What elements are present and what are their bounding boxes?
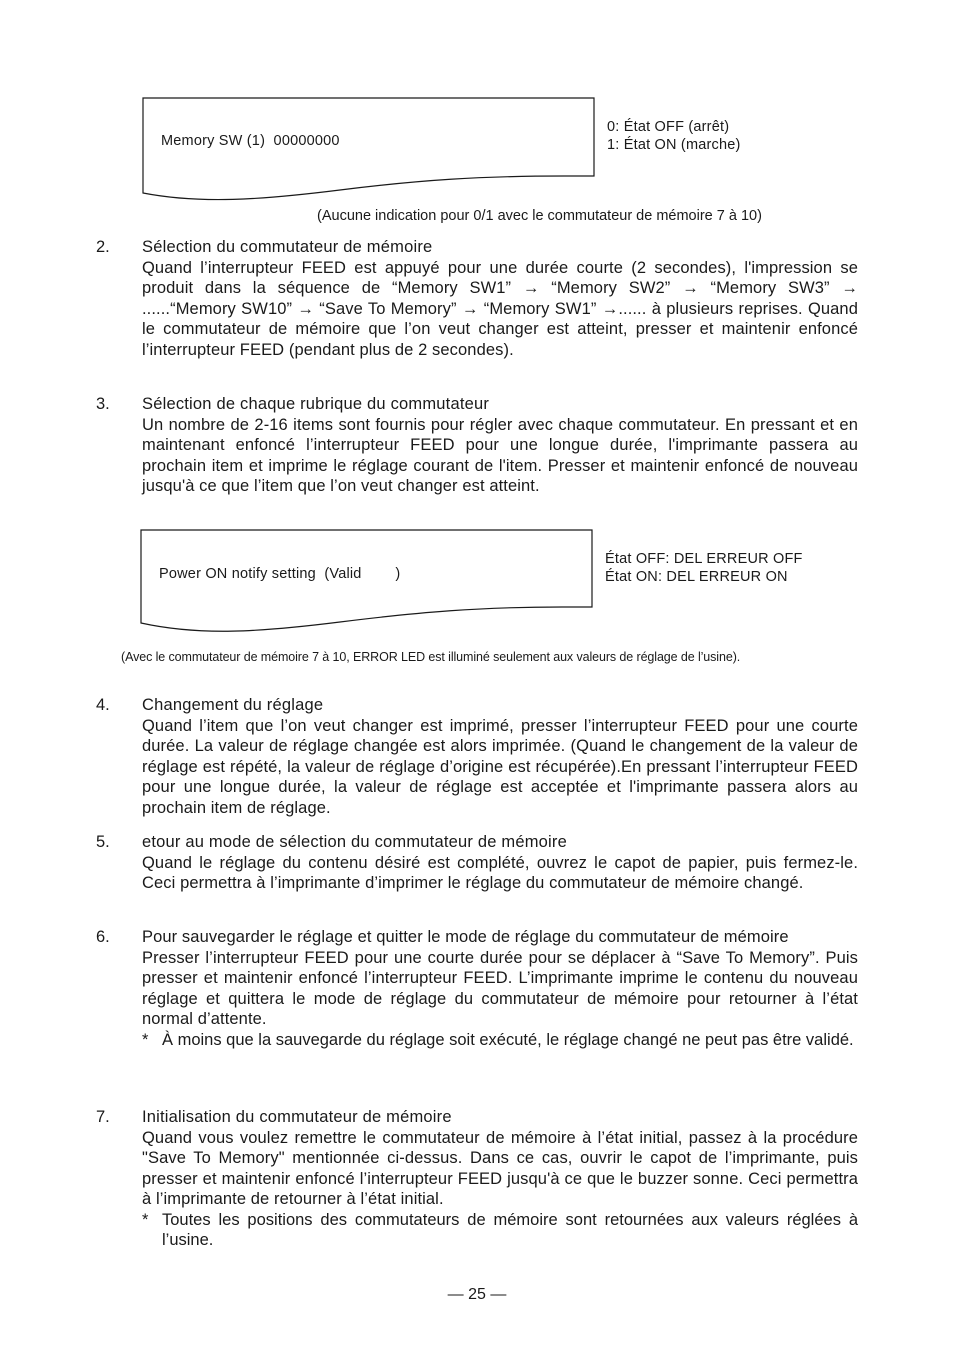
- note-text: À moins que la sauvegarde du réglage soit exécuté, le réglage changé ne peut pas être validé.: [162, 1030, 854, 1049]
- item-heading: Sélection de chaque rubrique du commutateur: [142, 395, 490, 413]
- receipt-text-memory-sw: Memory SW (1) 00000000: [161, 133, 340, 149]
- note-text: Toutes les positions des commutateurs de mémoire sont retournées aux valeurs réglées à l’usine.: [162, 1210, 858, 1249]
- item-text: Quand vous voulez remettre le commutateur de mémoire à l’état initial, passez à la procédure "Save To Memory" mentionnée ci-dessus. Dans ce cas, ouvrir le capot de l’imprimante, puis presser et maintenir enfoncé l’interrupteur FEED jusqu'à ce que le buzzer sonne. Ceci permettra à l’imprimante de retourner à l’état initial.: [142, 1128, 858, 1208]
- item-number: 4.: [96, 696, 110, 714]
- item-heading: Pour sauvegarder le réglage et quitter le mode de réglage du commutateur de mémoire: [142, 928, 789, 946]
- list-item-4: [96, 695, 858, 818]
- item-text: Quand l’item que l’on veut changer est imprimé, presser l’interrupteur FEED pour une courte durée. La valeur de réglage changée est alors imprimée. (Quand le changement de la valeur de réglage est répété, la valeur de réglage d’origine est récupérée).En pressant l’interrupteur FEED pour une longue durée, la valeur de réglage est acceptée et l'imprimante passera alors au prochain item de réglage.: [142, 716, 858, 817]
- item-number: 5.: [96, 833, 110, 851]
- item-number: 2.: [96, 238, 110, 256]
- receipt-printout-1: [0, 0, 954, 240]
- legend-line-off: 0: État OFF (arrêt): [607, 119, 730, 135]
- legend-memory-sw: [607, 118, 741, 154]
- legend-line-on: État ON: DEL ERREUR ON: [605, 569, 788, 585]
- list-item-3: [96, 394, 858, 497]
- note-asterisk: *: [142, 1030, 149, 1049]
- note-asterisk: *: [142, 1210, 149, 1229]
- receipt-text-power-on: Power ON notify setting (Valid ): [159, 566, 401, 582]
- legend-line-off: État OFF: DEL ERREUR OFF: [605, 551, 803, 567]
- item-text: Quand le réglage du contenu désiré est complété, ouvrez le capot de papier, puis fermez-le. Ceci permettra à l’imprimante d’imprimer le réglage du commutateur de mémoire changé.: [142, 853, 858, 892]
- legend-error-led: [605, 550, 803, 586]
- list-item-5: [96, 832, 858, 894]
- figure-caption-2: (Avec le commutateur de mémoire 7 à 10, ERROR LED est illuminé seulement aux valeurs de réglage de l’usine).: [121, 650, 741, 664]
- item-note: [142, 1030, 858, 1051]
- list-item-2: [96, 237, 858, 360]
- item-heading: Initialisation du commutateur de mémoire: [142, 1108, 452, 1126]
- receipt-printout-2: [0, 520, 954, 650]
- item-number: 6.: [96, 928, 110, 946]
- figure-caption-1: (Aucune indication pour 0/1 avec le commutateur de mémoire 7 à 10): [317, 208, 762, 224]
- item-text: Un nombre de 2-16 items sont fournis pour régler avec chaque commutateur. En pressant et en maintenant enfoncé l’interrupteur FEED pour une longue durée, l'imprimante passera au prochain item et imprime le réglage courant de l'item. Presser et maintenir enfoncé de nouveau jusqu'à ce que l’item que l’on veut changer est atteint.: [142, 415, 858, 495]
- item-number: 3.: [96, 395, 110, 413]
- item-text: Quand l’interrupteur FEED est appuyé pour une durée courte (2 secondes), l'impression se produit dans la séquence de “Memory SW1” → “Memory SW2” → “Memory SW3” → ......“Memory SW10” → “Save To Memory” → “Memory SW1” →...... à plusieurs reprises. Quand le commutateur de mémoire que l’on veut changer est atteint, presser et maintenir enfoncé l’interrupteur FEED (pendant plus de 2 secondes).: [142, 258, 858, 359]
- item-heading: Changement du réglage: [142, 696, 324, 714]
- item-text: Presser l’interrupteur FEED pour une courte durée pour se déplacer à “Save To Memory”. Puis presser et maintenir enfoncé l’interrupteur FEED. L’imprimante imprime le contenu du nouveau réglage et quittera le mode de réglage du commutateur de mémoire pour retourner à l’état normal d’attente.: [142, 948, 858, 1028]
- item-note: [142, 1210, 858, 1251]
- item-heading: Sélection du commutateur de mémoire: [142, 238, 433, 256]
- legend-line-on: 1: État ON (marche): [607, 137, 741, 153]
- item-heading: etour au mode de sélection du commutateur de mémoire: [142, 833, 567, 851]
- page-number: — 25 —: [447, 1286, 507, 1303]
- list-item-7: [96, 1107, 858, 1251]
- item-number: 7.: [96, 1108, 110, 1126]
- list-item-6: [96, 927, 858, 1050]
